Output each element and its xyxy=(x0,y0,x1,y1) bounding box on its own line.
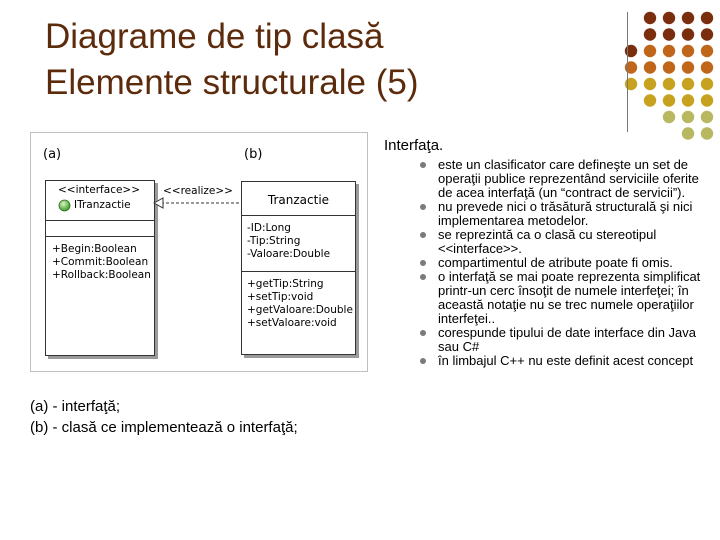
decorative-dot-grid xyxy=(0,0,720,140)
interface-attributes-section xyxy=(46,221,154,237)
interface-heading: Interfaţa. xyxy=(384,137,444,154)
slide-title-line-1: Diagrame de tip clasă xyxy=(45,17,384,56)
decorative-dot xyxy=(682,12,694,24)
list-item xyxy=(415,158,715,200)
decorative-dot xyxy=(682,94,694,106)
decorative-dot xyxy=(663,12,675,24)
decorative-dot xyxy=(663,45,675,57)
caption-line-1: (a) - interfaţă; xyxy=(30,398,121,415)
class-operation: +setTip:void xyxy=(247,291,314,303)
class-operation: +setValoare:void xyxy=(247,317,337,329)
decorative-dot xyxy=(663,94,675,106)
list-item xyxy=(415,326,715,354)
bullet-dot-icon xyxy=(420,204,426,210)
list-item xyxy=(415,200,715,228)
class-attribute: -Valoare:Double xyxy=(247,248,331,260)
decorative-dot xyxy=(663,61,675,73)
interface-stereotype: <<interface>> xyxy=(58,184,141,196)
list-item-text: compartimentul de atribute poate fi omis. xyxy=(438,255,673,270)
decorative-dot xyxy=(682,61,694,73)
list-item-text: se reprezintă ca o clasă cu stereotipul <<interface>>. xyxy=(438,227,657,256)
list-item xyxy=(415,256,715,270)
decorative-dot xyxy=(682,28,694,40)
class-box xyxy=(241,181,356,355)
decorative-dot xyxy=(644,45,656,57)
caption-line-2: (b) - clasă ce implementează o interfaţă; xyxy=(30,419,298,436)
list-item-text: corespunde tipului de date interface din Java sau C# xyxy=(438,325,697,354)
class-operations-section xyxy=(242,272,355,330)
decorative-dot xyxy=(644,78,656,90)
decorative-dot xyxy=(701,45,713,57)
decorative-dot xyxy=(663,28,675,40)
bullet-dot-icon xyxy=(420,232,426,238)
decorative-dot xyxy=(644,28,656,40)
interface-operation: +Commit:Boolean xyxy=(52,256,149,268)
interface-bullet-list xyxy=(415,158,715,368)
interface-operation: +Begin:Boolean xyxy=(52,243,137,255)
decorative-dot xyxy=(663,78,675,90)
class-name: Tranzactie xyxy=(267,193,330,207)
class-attributes-section xyxy=(242,216,355,272)
decorative-divider-line xyxy=(627,12,628,132)
decorative-dot xyxy=(701,127,713,139)
figure-label-a: (a) xyxy=(43,147,62,162)
decorative-dot xyxy=(644,94,656,106)
decorative-dot xyxy=(701,111,713,123)
list-item xyxy=(415,354,715,368)
class-attribute: -ID:Long xyxy=(247,222,291,234)
decorative-dot xyxy=(644,61,656,73)
decorative-dot xyxy=(701,94,713,106)
class-operation: +getTip:String xyxy=(247,278,324,290)
list-item-text: o interfaţă se mai poate reprezenta simplificat printr-un cerc însoţit de numele interfeţei; în această notaţie nu se trec numele operaţiilor interfeţei.. xyxy=(438,269,701,326)
bullet-dot-icon xyxy=(420,358,426,364)
list-item xyxy=(415,228,715,256)
realize-label: <<realize>> xyxy=(163,185,233,197)
figure-caption xyxy=(30,396,298,438)
uml-figure xyxy=(30,132,368,372)
list-item-text: nu prevede nici o trăsătură structurală şi nici implementarea metodelor. xyxy=(438,199,693,228)
bullet-dot-icon xyxy=(420,260,426,266)
figure-label-b: (b) xyxy=(244,147,263,162)
list-item-text: în limbajul C++ nu este definit acest concept xyxy=(438,353,694,368)
decorative-dot xyxy=(701,61,713,73)
interface-circle-icon xyxy=(58,199,71,212)
decorative-dot xyxy=(682,78,694,90)
decorative-dot xyxy=(663,111,675,123)
bullet-dot-icon xyxy=(420,162,426,168)
slide-title-line-2: Elemente structurale (5) xyxy=(45,63,419,102)
list-item-text: este un clasificator care defineşte un set de operaţii publice reprezentând serviciile oferite de acea interfaţă (un “contract de servicii”). xyxy=(438,157,699,200)
interface-operation: +Rollback:Boolean xyxy=(52,269,151,281)
interface-box xyxy=(45,180,155,356)
interface-name: ITranzactie xyxy=(74,199,131,211)
list-item xyxy=(415,270,715,326)
decorative-dot xyxy=(682,111,694,123)
realize-dashed-arrow xyxy=(153,193,243,213)
decorative-dot xyxy=(701,78,713,90)
decorative-dot xyxy=(682,45,694,57)
class-attribute: -Tip:String xyxy=(247,235,301,247)
decorative-dot xyxy=(644,12,656,24)
interface-operations-section xyxy=(46,237,154,282)
decorative-dot xyxy=(682,127,694,139)
decorative-dot xyxy=(701,28,713,40)
class-operation: +getValoare:Double xyxy=(247,304,353,316)
decorative-dot xyxy=(701,12,713,24)
bullet-dot-icon xyxy=(420,274,426,280)
bullet-dot-icon xyxy=(420,330,426,336)
